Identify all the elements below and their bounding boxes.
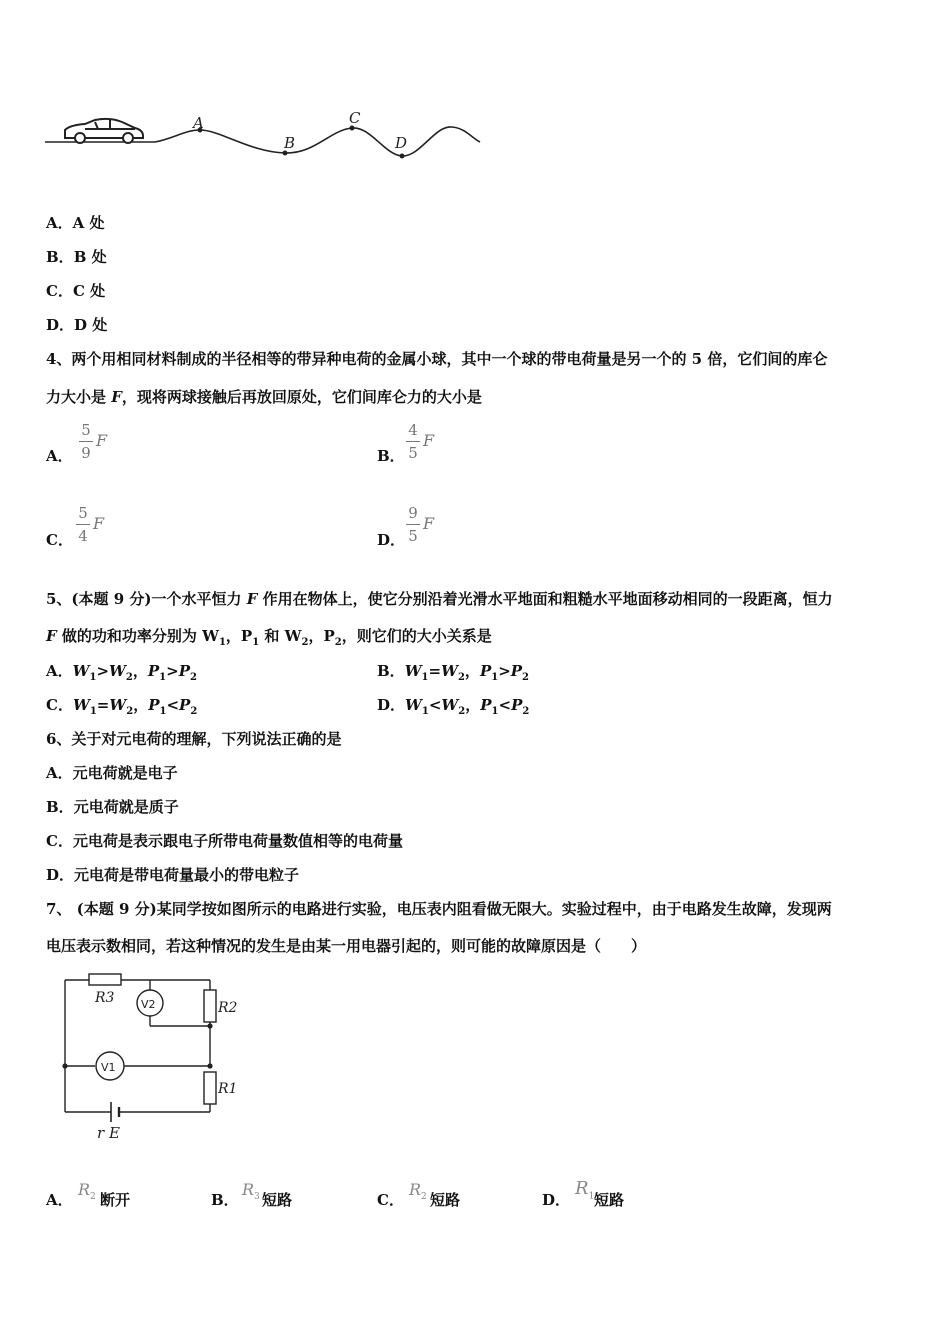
q4-option-b-fraction: 4 5 [406,420,420,463]
q4-option-a-fraction: 5 9 [79,420,93,463]
label-v2: V2 [141,998,156,1011]
q3-option-b[interactable]: B．B 处 [46,248,107,266]
q6-option-c[interactable]: C．元电荷是表示跟电子所带电荷量数值相等的电荷量 [46,832,403,850]
q3-option-c[interactable]: C．C 处 [46,282,106,300]
q4-option-c[interactable]: C． [46,531,73,549]
q7-option-c-text: 短路 [430,1191,461,1209]
q5-stem-line2: F 做的功和功率分别为 $W_1$，$P_1$ 和 $W_2$，$P_2$，则它们的大小关系是 [46,627,492,648]
circuit-diagram [55,968,255,1148]
road-label-a: A [193,114,204,132]
q4-option-d[interactable]: D． [377,531,406,549]
q4-option-b-var: F [423,431,435,450]
road-label-b: B [284,134,296,152]
road-label-d: D [395,134,408,152]
resistor-r1 [204,1072,216,1104]
q4-option-a[interactable]: A． [46,447,73,465]
q7-option-c-var: $R_2$ [409,1180,427,1203]
resistor-r3 [89,974,121,985]
q6-option-b[interactable]: B．元电荷就是质子 [46,798,179,816]
q4-option-c-fraction: 5 4 [76,503,90,546]
road-label-c: C [349,109,361,127]
q5-stem-line1: 5、(本题 9 分)一个水平恒力 F 作用在物体上，使它分别沿着光滑水平地面和粗糙水平地面移动相同的一段距离，恒力 [46,590,833,608]
q4-stem-line1: 4、两个用相同材料制成的半径相等的带异种电荷的金属小球，其中一个球的带电荷量是另一个的 5 倍，它们间的库仑 [46,350,828,368]
q5-option-a[interactable]: A．$W_1>W_2$，$P_1>P_2$ [46,662,197,683]
q7-option-a-text: 断开 [100,1191,131,1209]
q5-option-b[interactable]: B．$W_1=W_2$，$P_1>P_2$ [377,662,530,683]
q7-option-a[interactable]: A． [46,1191,73,1209]
q7-option-c[interactable]: C． [377,1191,404,1209]
q6-option-d[interactable]: D．元电荷是带电荷量最小的带电粒子 [46,866,300,884]
q6-option-a[interactable]: A．元电荷就是电子 [46,764,178,782]
label-r1: R1 [218,1081,238,1097]
q4-option-a-var: F [96,431,108,450]
q5-option-c[interactable]: C．$W_1=W_2$，$P_1<P_2$ [46,696,198,717]
q4-option-d-fraction: 9 5 [406,503,420,546]
q5-option-d[interactable]: D．$W_1<W_2$，$P_1<P_2$ [377,696,530,717]
q6-stem: 6、关于对元电荷的理解，下列说法正确的是 [46,730,342,748]
car-icon [65,119,143,143]
q7-option-b[interactable]: B． [211,1191,239,1209]
label-v1: V1 [101,1061,116,1074]
q7-option-a-var: $R_2$ [78,1180,96,1203]
label-r2: R2 [218,1000,238,1016]
q7-option-d[interactable]: D． [542,1191,571,1209]
q7-option-d-text: 短路 [594,1191,625,1209]
q4-option-d-var: F [423,514,435,533]
q7-stem-line2: 电压表示数相同，若这种情况的发生是由某一用电器引起的，则可能的故障原因是（ ） [46,937,647,955]
q3-option-a[interactable]: A．A 处 [46,214,105,232]
q4-option-c-var: F [93,514,105,533]
q3-option-d[interactable]: D．D 处 [46,316,108,334]
q7-option-b-text: 短路 [262,1191,293,1209]
q7-stem-line1: 7、 (本题 9 分)某同学按如图所示的电路进行实验，电压表内阻看做无限大。实验过程中，由于电路发生故障，发现两 [46,900,832,918]
q7-option-b-var: $R_3$ [242,1180,260,1203]
q4-option-b[interactable]: B． [377,447,405,465]
road-figure [40,100,490,170]
q7-option-d-var: $R_1$ [575,1178,595,1202]
label-r3: R3 [95,990,115,1006]
q4-stem-line2: 力大小是 F，现将两球接触后再放回原处，它们间库仑力的大小是 [46,388,482,406]
label-battery: r E [97,1124,120,1142]
resistor-r2 [204,990,216,1022]
